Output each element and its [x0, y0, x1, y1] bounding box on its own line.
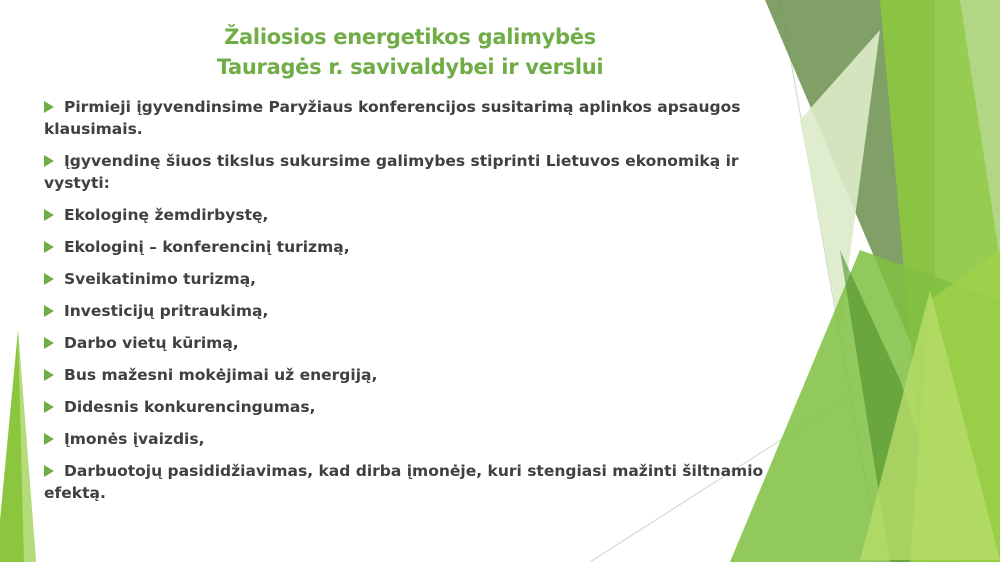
triangle-arrow-icon — [44, 155, 54, 167]
triangle-arrow-icon — [44, 273, 54, 285]
title-line-1: Žaliosios energetikos galimybės — [224, 25, 596, 49]
bullet-item: Įgyvendinę šiuos tikslus sukursime galimybes stiprinti Lietuvos ekonomiką ir vystyti: — [44, 152, 739, 192]
slide-title — [160, 22, 660, 82]
bullet-item: Didesnis konkurencingumas, — [44, 396, 769, 418]
triangle-arrow-icon — [44, 209, 54, 221]
bullet-item: Darbuotojų pasididžiavimas, kad dirba įmonėje, kuri stengiasi mažinti šiltnamio efektą. — [44, 462, 764, 502]
bullet-item: Investicijų pritraukimą, — [44, 300, 769, 322]
bullet-item: Ekologinę žemdirbystę, — [44, 204, 769, 226]
bullet-item: Bus mažesni mokėjimai už energiją, — [44, 364, 769, 386]
triangle-arrow-icon — [44, 241, 54, 253]
triangle-arrow-icon — [44, 101, 54, 113]
bullet-item: Ekologinį – konferencinį turizmą, — [44, 236, 769, 258]
triangle-arrow-icon — [44, 433, 54, 445]
triangle-arrow-icon — [44, 465, 54, 477]
bullet-item: Darbo vietų kūrimą, — [44, 332, 769, 354]
triangle-arrow-icon — [44, 401, 54, 413]
title-line-2: Tauragės r. savivaldybei ir verslui — [216, 55, 604, 79]
bullet-item: Įmonės įvaizdis, — [44, 428, 769, 450]
bullet-item: Sveikatinimo turizmą, — [44, 268, 769, 290]
bullet-item: Pirmieji įgyvendinsime Paryžiaus konferencijos susitarimą aplinkos apsaugos klausimais. — [44, 98, 741, 138]
bullet-list — [44, 96, 769, 514]
triangle-arrow-icon — [44, 305, 54, 317]
triangle-arrow-icon — [44, 369, 54, 381]
triangle-arrow-icon — [44, 337, 54, 349]
